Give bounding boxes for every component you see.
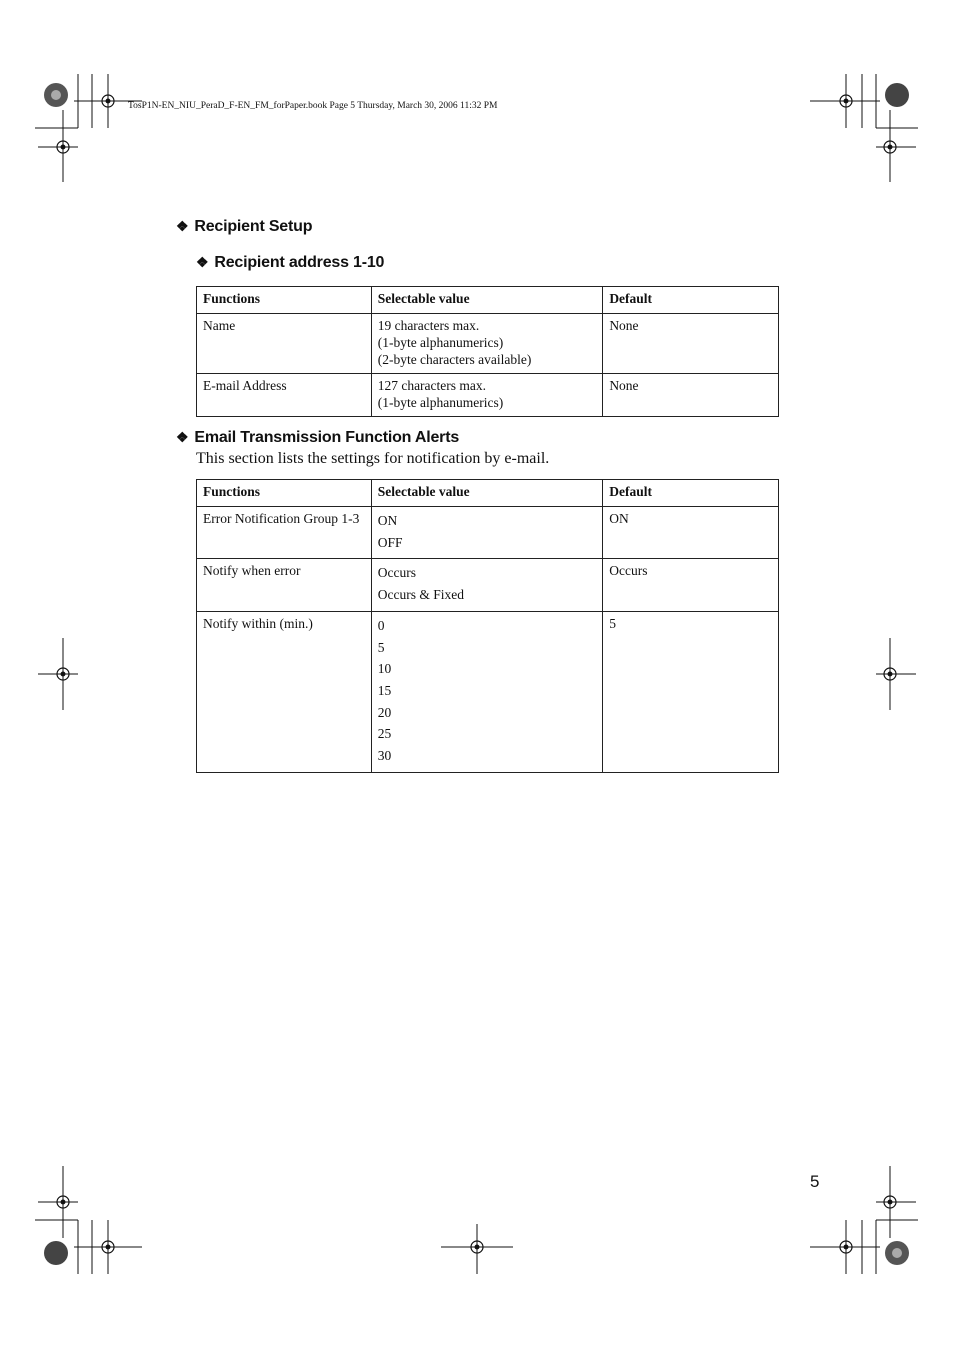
section-intro-text: This section lists the settings for notification by e-mail. [196, 450, 550, 467]
cell-values: Occurs Occurs & Fixed [371, 559, 603, 611]
cell-default: None [603, 314, 779, 374]
cell-values: 127 characters max. (1-byte alphanumerics) [371, 374, 603, 417]
diamond-bullet-icon: ❖ [196, 254, 209, 270]
column-header-selectable: Selectable value [371, 480, 603, 507]
cell-values: 19 characters max. (1-byte alphanumerics) (2-byte characters available) [371, 314, 603, 374]
page-header: TosP1N-EN_NIU_PeraD_F-EN_FM_forPaper.book Page 5 Thursday, March 30, 2006 11:32 PM [128, 101, 498, 111]
diamond-bullet-icon: ❖ [176, 429, 189, 445]
column-header-functions: Functions [197, 287, 372, 314]
email-alerts-table [196, 479, 779, 773]
section-heading-recipient-setup: ❖ Recipient Setup [176, 218, 313, 235]
table-row [197, 507, 779, 559]
cell-function: Notify when error [197, 559, 372, 611]
cell-default: None [603, 374, 779, 417]
table-header-row [197, 480, 779, 507]
column-header-selectable: Selectable value [371, 287, 603, 314]
column-header-default: Default [603, 480, 779, 507]
table-row [197, 611, 779, 772]
cell-default: ON [603, 507, 779, 559]
subsection-heading-recipient-address: ❖ Recipient address 1-10 [196, 254, 385, 271]
cell-values: ON OFF [371, 507, 603, 559]
column-header-functions: Functions [197, 480, 372, 507]
cell-function: Name [197, 314, 372, 374]
cell-values: 0 5 10 15 20 25 30 [371, 611, 603, 772]
diamond-bullet-icon: ❖ [176, 218, 189, 234]
column-header-default: Default [603, 287, 779, 314]
table-header-row [197, 287, 779, 314]
table-row [197, 314, 779, 374]
table-row [197, 374, 779, 417]
cell-default: 5 [603, 611, 779, 772]
recipient-address-table [196, 286, 779, 417]
cell-function: E-mail Address [197, 374, 372, 417]
cell-default: Occurs [603, 559, 779, 611]
page-number: 5 [810, 1172, 820, 1191]
section-heading-email-alerts: ❖ Email Transmission Function Alerts [176, 429, 460, 446]
cell-function: Notify within (min.) [197, 611, 372, 772]
cell-function: Error Notification Group 1-3 [197, 507, 372, 559]
table-row [197, 559, 779, 611]
